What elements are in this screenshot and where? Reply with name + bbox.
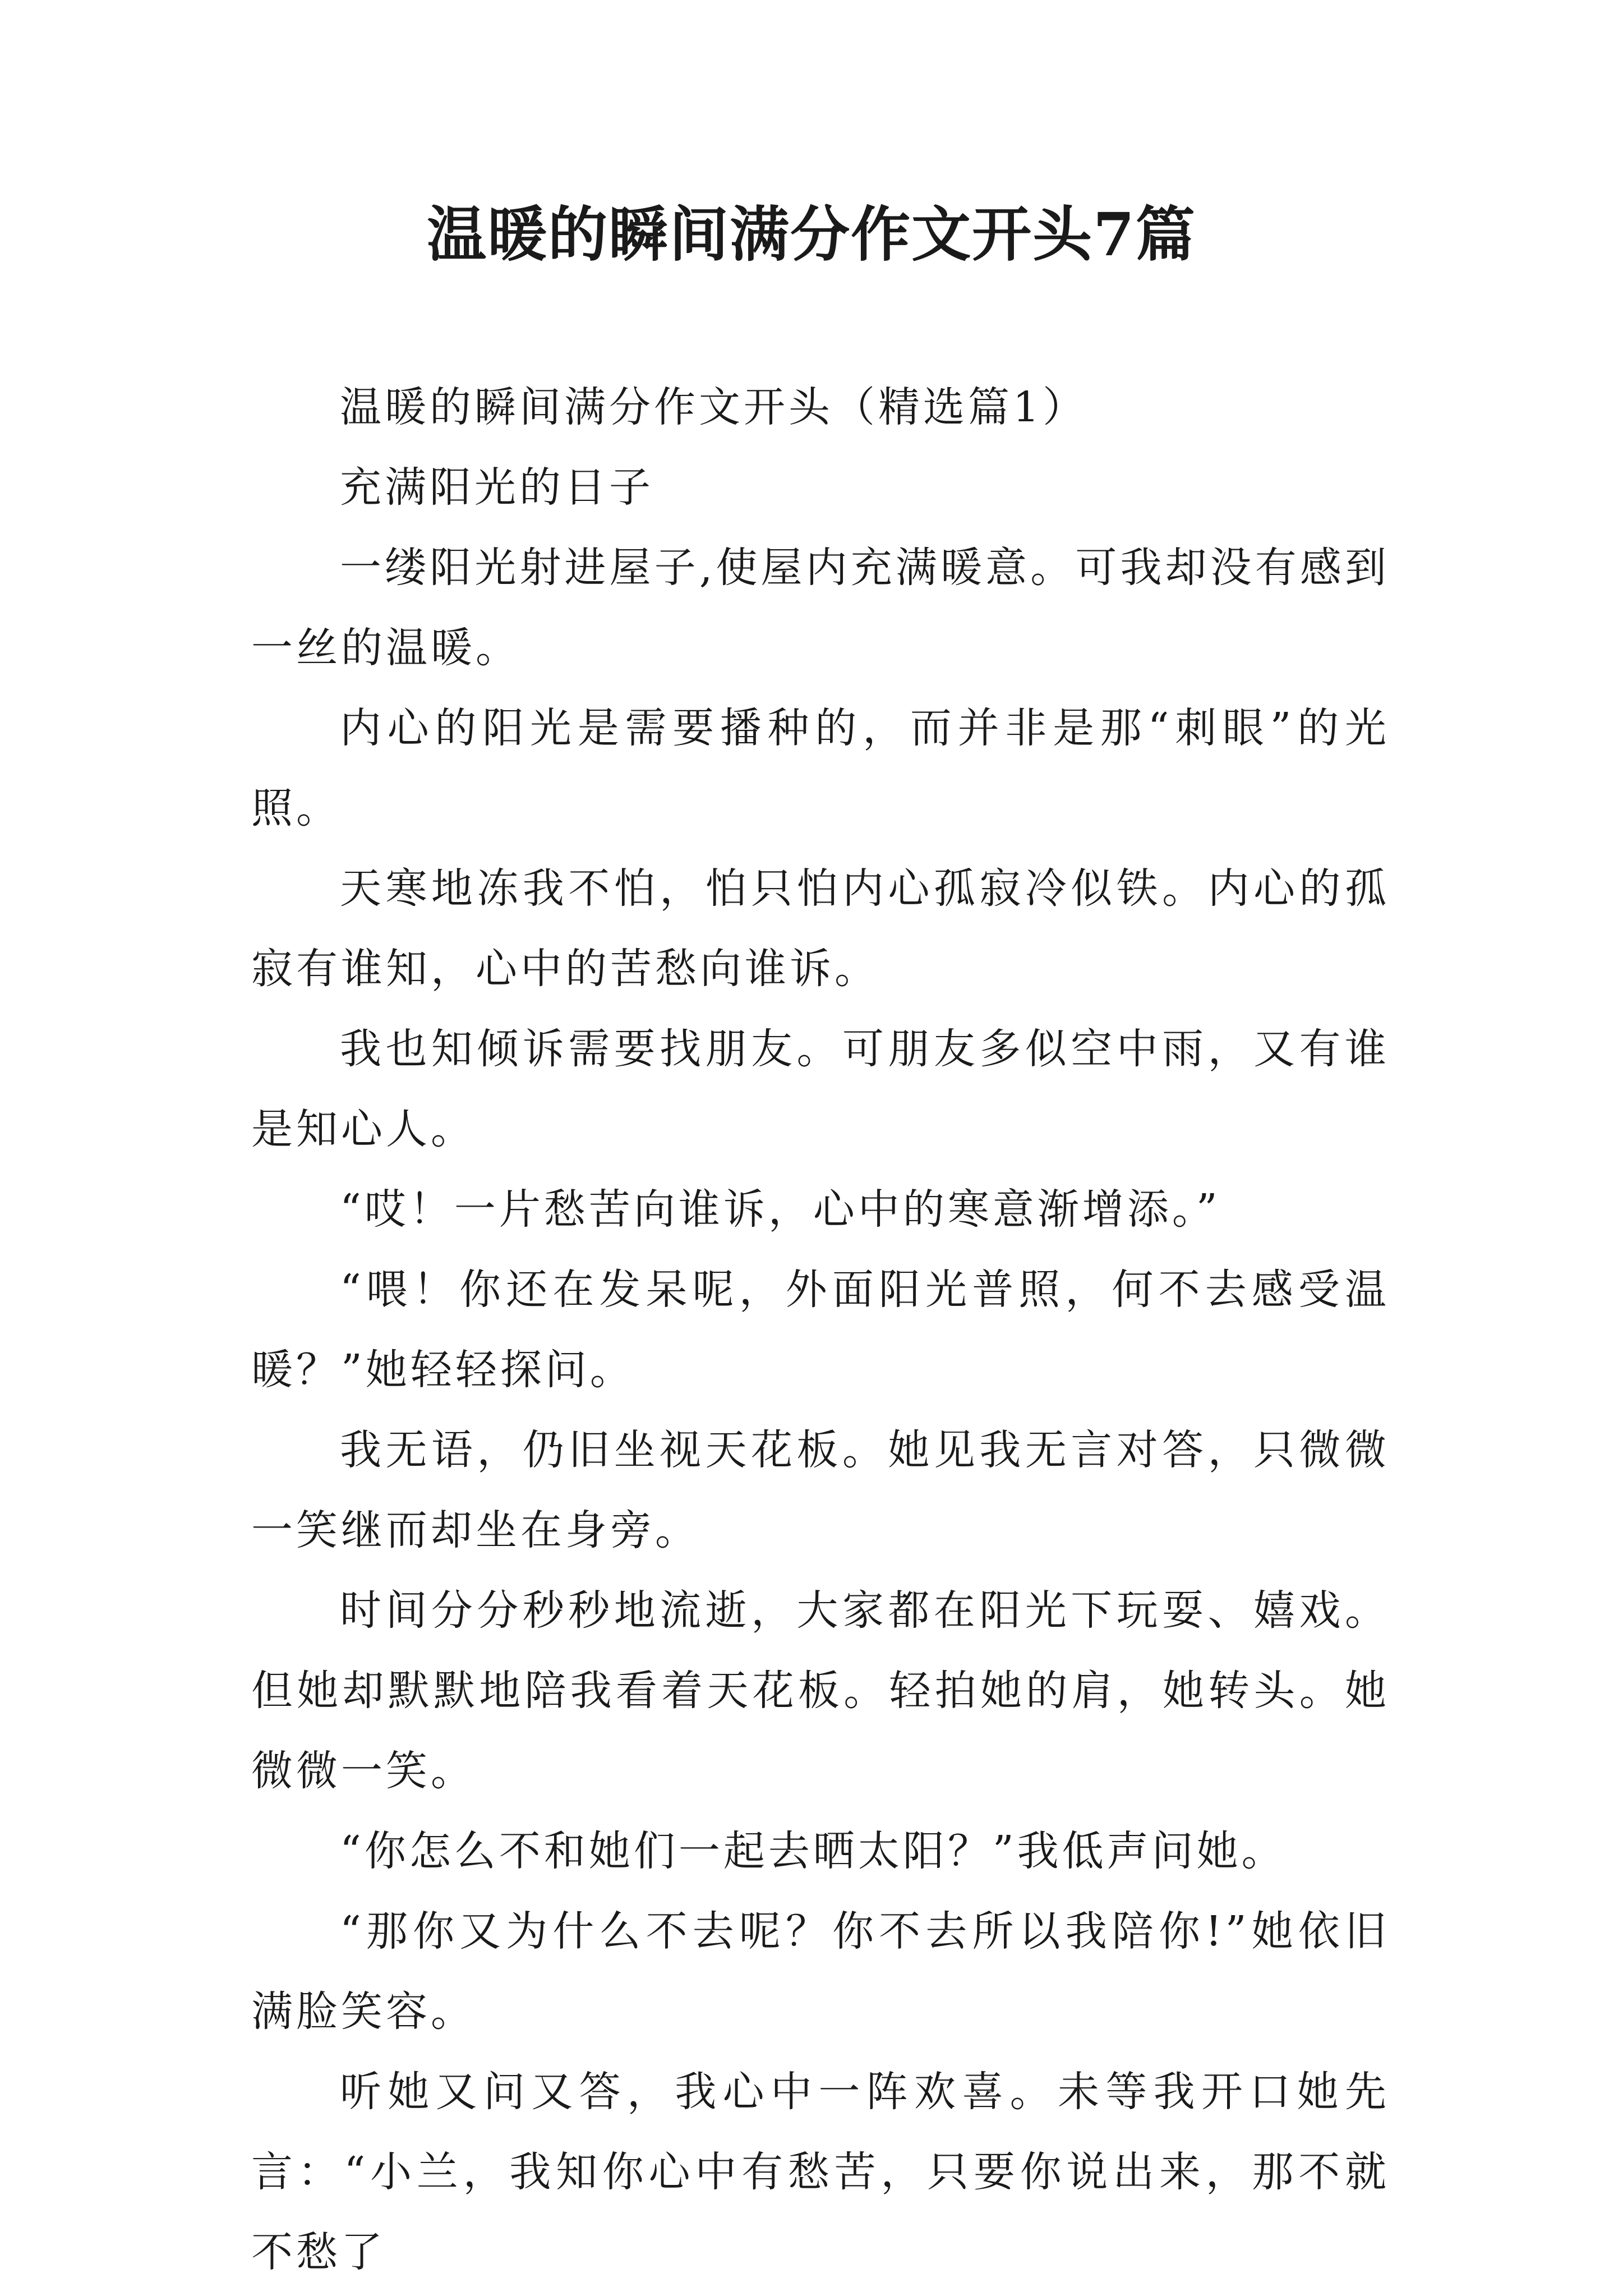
- paragraph: 内心的阳光是需要播种的，而并非是那“刺眼”的光照。: [251, 704, 1390, 832]
- paragraph: “喂！你还在发呆呢，外面阳光普照，何不去感受温暖？”她轻轻探问。: [251, 1266, 1390, 1394]
- document-body: [251, 367, 1390, 2293]
- paragraph: 时间分分秒秒地流逝，大家都在阳光下玩耍、嬉戏。但她却默默地陪我看着天花板。轻拍她的肩，她转头。她微微一笑。: [251, 1586, 1390, 1795]
- paragraph: 一缕阳光射进屋子,使屋内充满暖意。可我却没有感到一丝的温暖。: [251, 544, 1390, 672]
- document-title: 温暖的瞬间满分作文开头7篇: [427, 199, 1196, 269]
- paragraph: 天寒地冻我不怕，怕只怕内心孤寂冷似铁。内心的孤寂有谁知，心中的苦愁向谁诉。: [251, 864, 1390, 993]
- paragraph: 我无语，仍旧坐视天花板。她见我无言对答，只微微一笑继而却坐在身旁。: [251, 1426, 1390, 1554]
- paragraph: 我也知倾诉需要找朋友。可朋友多似空中雨，又有谁是知心人。: [251, 1025, 1390, 1153]
- paragraph: “哎！一片愁苦向谁诉，心中的寒意渐增添。”: [340, 1185, 1221, 1234]
- paragraph: “你怎么不和她们一起去晒太阳？”我低声问她。: [340, 1827, 1287, 1875]
- paragraph: 听她又问又答，我心中一阵欢喜。未等我开口她先言：“小兰，我知你心中有愁苦，只要你说出来，那不就不愁了: [251, 2068, 1390, 2276]
- paragraph: “那你又为什么不去呢？你不去所以我陪你!”她依旧满脸笑容。: [251, 1907, 1390, 2036]
- section-heading: 温暖的瞬间满分作文开头（精选篇1）: [340, 383, 1088, 431]
- essay-title: 充满阳光的日子: [340, 463, 654, 512]
